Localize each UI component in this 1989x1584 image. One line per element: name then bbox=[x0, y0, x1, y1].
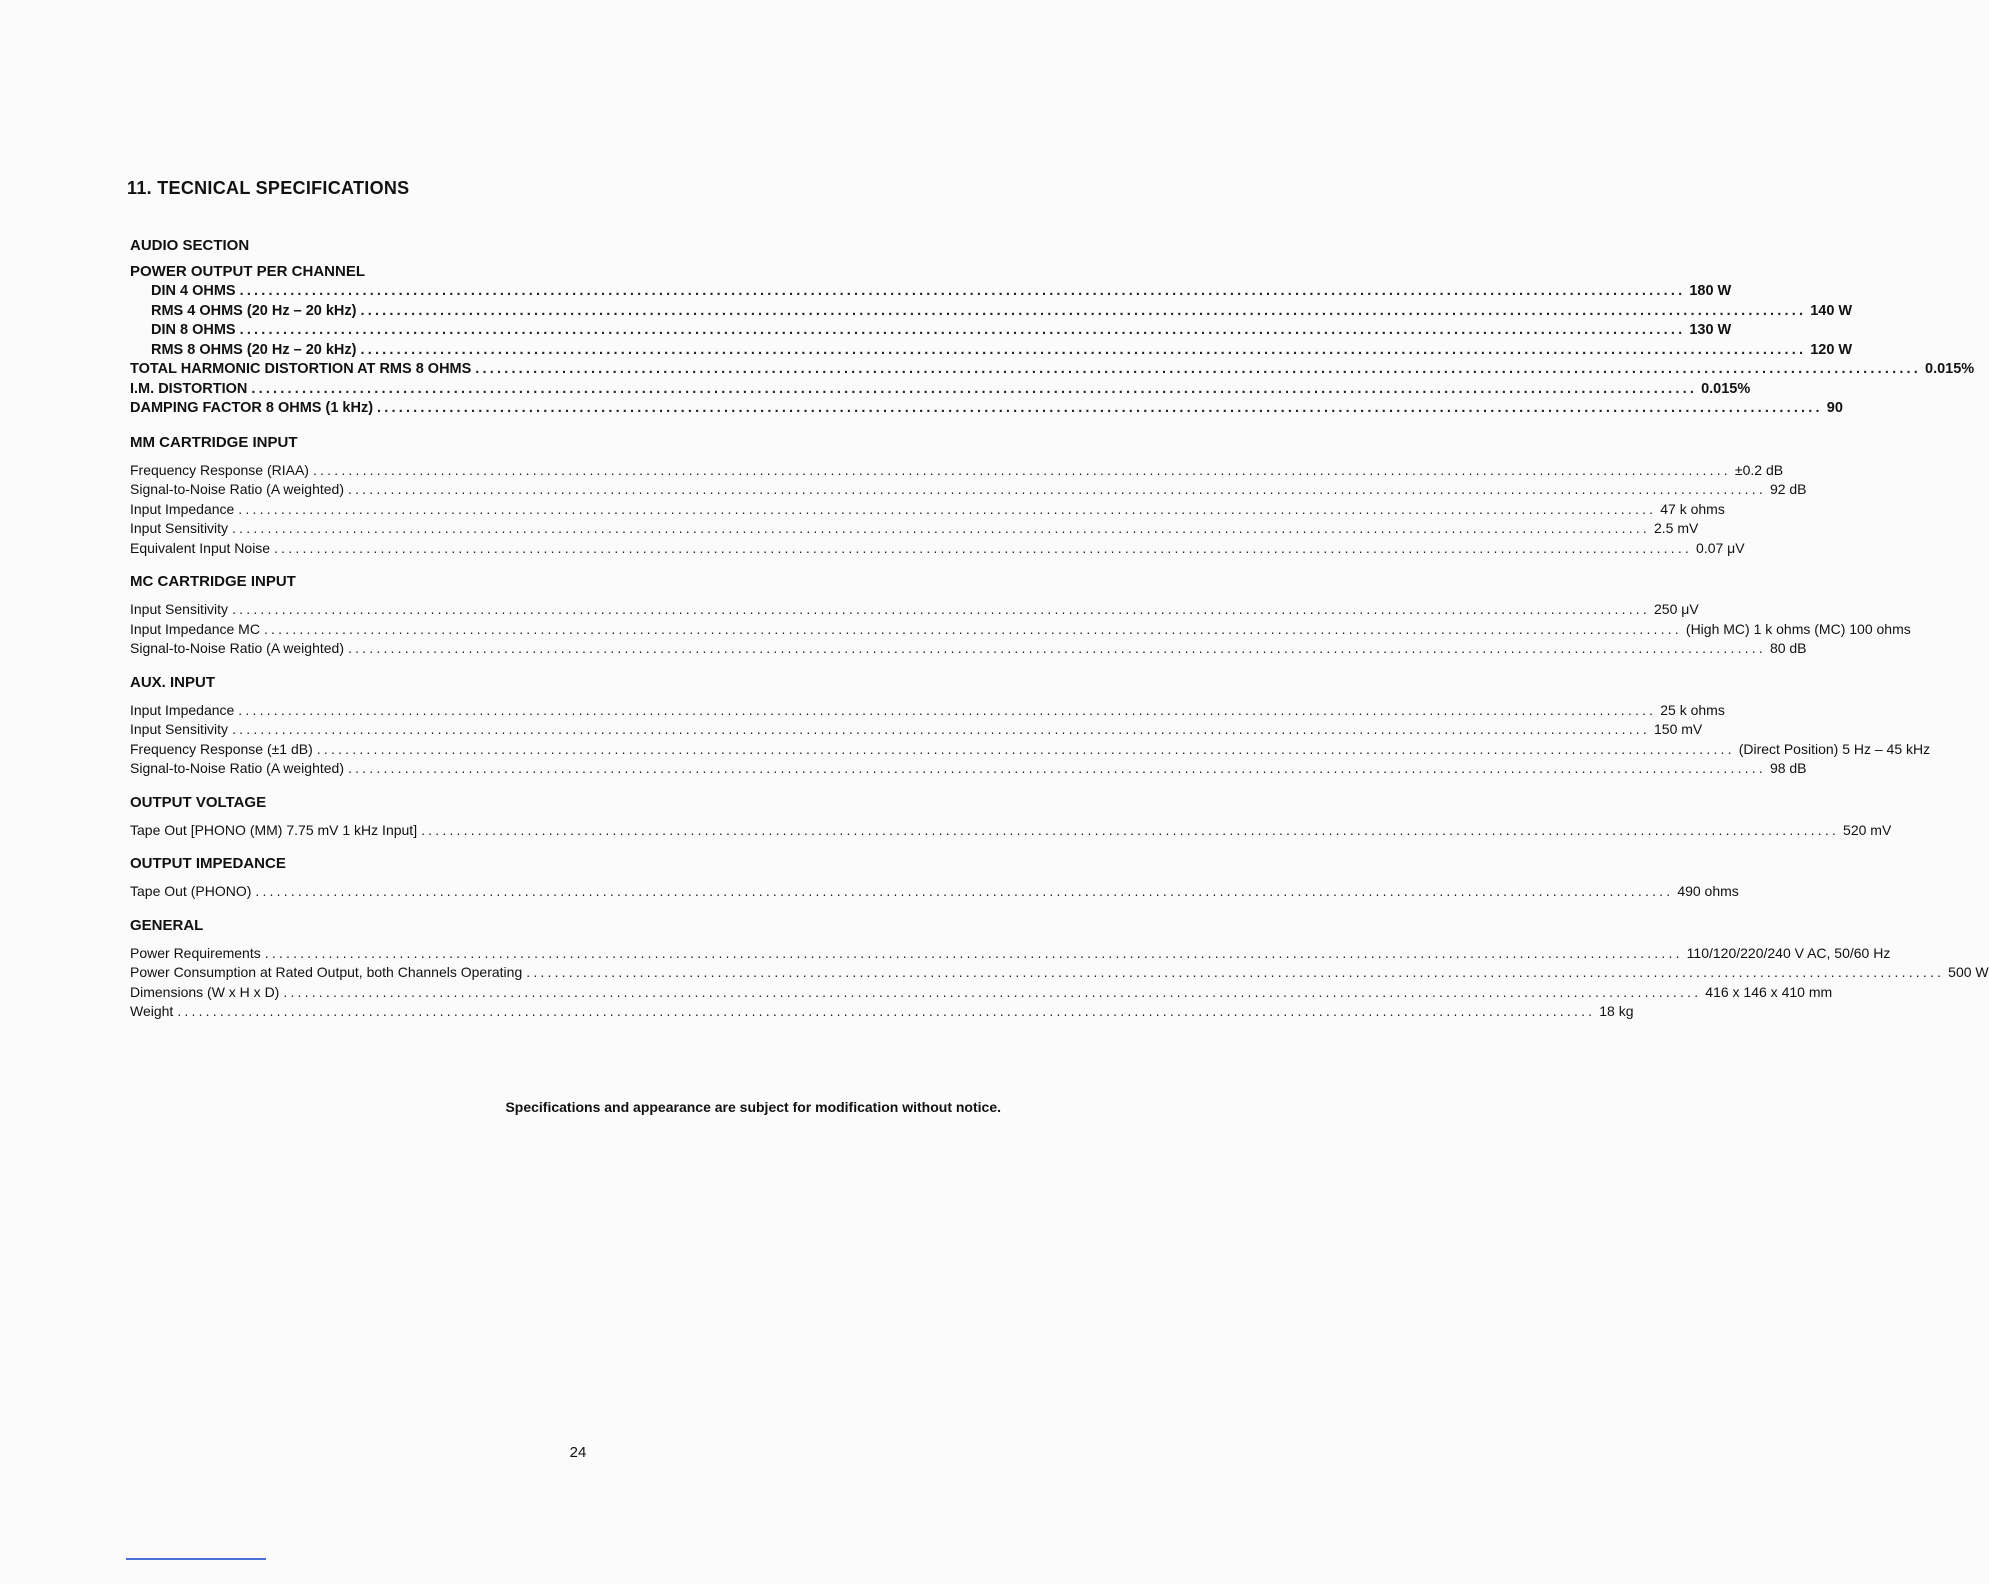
spec-label: DIN 4 OHMS bbox=[151, 283, 236, 299]
spec-row bbox=[130, 282, 1732, 302]
spec-row bbox=[130, 620, 1911, 640]
spec-label: Frequency Response (RIAA) bbox=[130, 461, 309, 478]
dot-leader: ........................................................................................................................................................................................................ bbox=[377, 400, 1823, 416]
spec-value: 180 W bbox=[1689, 283, 1732, 299]
spec-label: DIN 8 OHMS bbox=[151, 322, 236, 338]
dot-leader: ........................................................................................................................................................................................................ bbox=[312, 461, 1731, 478]
spec-label: Signal-to-Noise Ratio (A weighted) bbox=[130, 481, 344, 497]
spec-value: 92 dB bbox=[1769, 481, 1807, 497]
spec-label: Dimensions (W x H x D) bbox=[130, 983, 280, 1000]
spec-row bbox=[130, 944, 1891, 964]
spec-label: Power Consumption at Rated Output, both Channels Operating bbox=[130, 964, 523, 980]
spec-label: Equivalent Input Noise bbox=[130, 539, 271, 556]
dot-leader: ........................................................................................................................................................................................................ bbox=[263, 620, 1682, 637]
dot-leader: ........................................................................................................................................................................................................ bbox=[239, 283, 1686, 299]
spec-value: 47 k ohms bbox=[1660, 500, 1725, 517]
dot-leader: ........................................................................................................................................................................................................ bbox=[251, 380, 1698, 397]
dot-leader: ........................................................................................................................................................................................................ bbox=[238, 701, 1657, 718]
spec-row bbox=[130, 759, 1807, 779]
mc-cartridge-heading: MC CARTRIDGE INPUT bbox=[130, 573, 296, 590]
output-voltage-heading: OUTPUT VOLTAGE bbox=[130, 793, 267, 811]
dot-leader: ........................................................................................................................................................................................................ bbox=[360, 341, 1807, 358]
spec-value: (Direct Position) 5 Hz – 45 kHz bbox=[1738, 740, 1931, 757]
spec-value: 520 mV bbox=[1843, 821, 1892, 838]
spec-value: 416 x 146 x 410 mm bbox=[1705, 983, 1833, 1000]
spec-label: Input Sensitivity bbox=[130, 721, 229, 737]
general-section bbox=[130, 916, 1989, 1022]
spec-label: Power Requirements bbox=[130, 944, 261, 961]
page-title: 11. TECNICAL SPECIFICATIONS bbox=[127, 178, 410, 198]
spec-row bbox=[130, 720, 1703, 740]
spec-label: Frequency Response (±1 dB) bbox=[130, 740, 313, 757]
spec-row bbox=[130, 519, 1699, 539]
spec-row bbox=[130, 539, 1745, 559]
spec-label: Input Impedance bbox=[130, 500, 235, 517]
spec-value: 500 W bbox=[1948, 964, 1989, 980]
dot-leader: ........................................................................................................................................................................................................ bbox=[283, 983, 1702, 1000]
spec-row bbox=[130, 500, 1725, 520]
spec-value: 490 ohms bbox=[1677, 883, 1739, 899]
dot-leader: ........................................................................................................................................................................................................ bbox=[232, 721, 1650, 737]
spec-row bbox=[130, 360, 1975, 380]
audio-section bbox=[130, 236, 1975, 419]
spec-row bbox=[130, 461, 1784, 481]
spec-value: 140 W bbox=[1810, 302, 1853, 319]
dot-leader: ........................................................................................................................................................................................................ bbox=[177, 1003, 1596, 1019]
dot-leader: ........................................................................................................................................................................................................ bbox=[274, 539, 1693, 556]
spec-value: 0.015% bbox=[1701, 380, 1751, 397]
dot-leader: ........................................................................................................................................................................................................ bbox=[232, 601, 1650, 617]
spec-row bbox=[130, 302, 1853, 322]
dot-leader: ........................................................................................................................................................................................................ bbox=[348, 640, 1766, 656]
spec-row bbox=[130, 639, 1807, 659]
spec-label: Input Impedance bbox=[130, 701, 235, 718]
output-voltage-section bbox=[130, 793, 1892, 841]
dot-leader: ........................................................................................................................................................................................................ bbox=[239, 322, 1686, 338]
spec-value: 0.015% bbox=[1925, 361, 1975, 377]
spec-row bbox=[130, 963, 1989, 983]
spec-value: 130 W bbox=[1689, 322, 1732, 338]
spec-value: 2.5 mV bbox=[1654, 520, 1699, 536]
spec-label: Signal-to-Noise Ratio (A weighted) bbox=[130, 640, 344, 656]
spec-label: Tape Out (PHONO) bbox=[130, 883, 252, 899]
spec-value: 250 μV bbox=[1654, 601, 1699, 617]
audio-section-heading: AUDIO SECTION bbox=[130, 237, 250, 254]
spec-row bbox=[130, 701, 1725, 721]
aux-input-heading: AUX. INPUT bbox=[130, 673, 216, 691]
spec-row bbox=[130, 600, 1699, 620]
spec-label: Signal-to-Noise Ratio (A weighted) bbox=[130, 760, 344, 776]
mc-cartridge-section bbox=[130, 572, 1911, 659]
spec-label: Input Sensitivity bbox=[130, 520, 229, 536]
spec-value: ±0.2 dB bbox=[1734, 461, 1784, 478]
output-impedance-section bbox=[130, 854, 1739, 902]
spec-row bbox=[130, 740, 1931, 760]
spec-row bbox=[130, 882, 1739, 902]
spec-row bbox=[130, 1002, 1634, 1022]
output-impedance-heading: OUTPUT IMPEDANCE bbox=[130, 855, 286, 872]
power-output-heading: POWER OUTPUT PER CHANNEL bbox=[130, 263, 366, 280]
spec-label: Weight bbox=[130, 1003, 174, 1019]
mm-cartridge-heading: MM CARTRIDGE INPUT bbox=[130, 433, 298, 451]
spec-label: Input Impedance MC bbox=[130, 620, 260, 637]
page-number: 24 bbox=[569, 1444, 587, 1461]
dot-leader: ........................................................................................................................................................................................................ bbox=[232, 520, 1650, 536]
spec-value: 120 W bbox=[1810, 341, 1853, 358]
spec-value: 90 bbox=[1826, 400, 1843, 416]
spec-label: RMS 4 OHMS (20 Hz – 20 kHz) bbox=[151, 302, 357, 319]
spec-label: Input Sensitivity bbox=[130, 601, 229, 617]
dot-leader: ........................................................................................................................................................................................................ bbox=[475, 361, 1922, 377]
spec-row bbox=[130, 480, 1807, 500]
mm-cartridge-section bbox=[130, 433, 1807, 559]
specifications-list bbox=[130, 236, 1989, 1022]
spec-value: 25 k ohms bbox=[1660, 701, 1725, 718]
footer-divider bbox=[126, 1558, 266, 1560]
spec-label: TOTAL HARMONIC DISTORTION AT RMS 8 OHMS bbox=[130, 361, 472, 377]
dot-leader: ........................................................................................................................................................................................................ bbox=[348, 481, 1766, 497]
spec-row bbox=[130, 983, 1833, 1003]
dot-leader: ........................................................................................................................................................................................................ bbox=[421, 821, 1840, 838]
dot-leader: ........................................................................................................................................................................................................ bbox=[360, 302, 1807, 319]
dot-leader: ........................................................................................................................................................................................................ bbox=[348, 760, 1766, 776]
dot-leader: ........................................................................................................................................................................................................ bbox=[238, 500, 1657, 517]
spec-value: 0.07 μV bbox=[1696, 539, 1745, 556]
spec-value: 110/120/220/240 V AC, 50/60 Hz bbox=[1686, 944, 1891, 961]
spec-row bbox=[130, 399, 1843, 419]
spec-label: DAMPING FACTOR 8 OHMS (1 kHz) bbox=[130, 400, 374, 416]
dot-leader: ........................................................................................................................................................................................................ bbox=[316, 740, 1735, 757]
spec-value: 80 dB bbox=[1769, 640, 1807, 656]
spec-value: 98 dB bbox=[1769, 760, 1807, 776]
modification-notice: Specifications and appearance are subject for modification without notice. bbox=[505, 1099, 1001, 1115]
spec-label: I.M. DISTORTION bbox=[130, 380, 248, 397]
aux-input-section bbox=[130, 673, 1931, 779]
spec-row bbox=[130, 380, 1751, 400]
dot-leader: ........................................................................................................................................................................................................ bbox=[264, 944, 1683, 961]
spec-row bbox=[130, 321, 1732, 341]
spec-value: 150 mV bbox=[1654, 721, 1703, 737]
spec-value: 18 kg bbox=[1599, 1003, 1634, 1019]
spec-value: (High MC) 1 k ohms (MC) 100 ohms bbox=[1685, 620, 1911, 637]
general-heading: GENERAL bbox=[130, 916, 204, 934]
spec-row bbox=[130, 341, 1853, 361]
spec-label: RMS 8 OHMS (20 Hz – 20 kHz) bbox=[151, 341, 357, 358]
dot-leader: ........................................................................................................................................................................................................ bbox=[255, 883, 1674, 899]
dot-leader: ........................................................................................................................................................................................................ bbox=[526, 964, 1945, 980]
spec-label: Tape Out [PHONO (MM) 7.75 mV 1 kHz Input] bbox=[130, 821, 418, 838]
spec-row bbox=[130, 821, 1892, 841]
